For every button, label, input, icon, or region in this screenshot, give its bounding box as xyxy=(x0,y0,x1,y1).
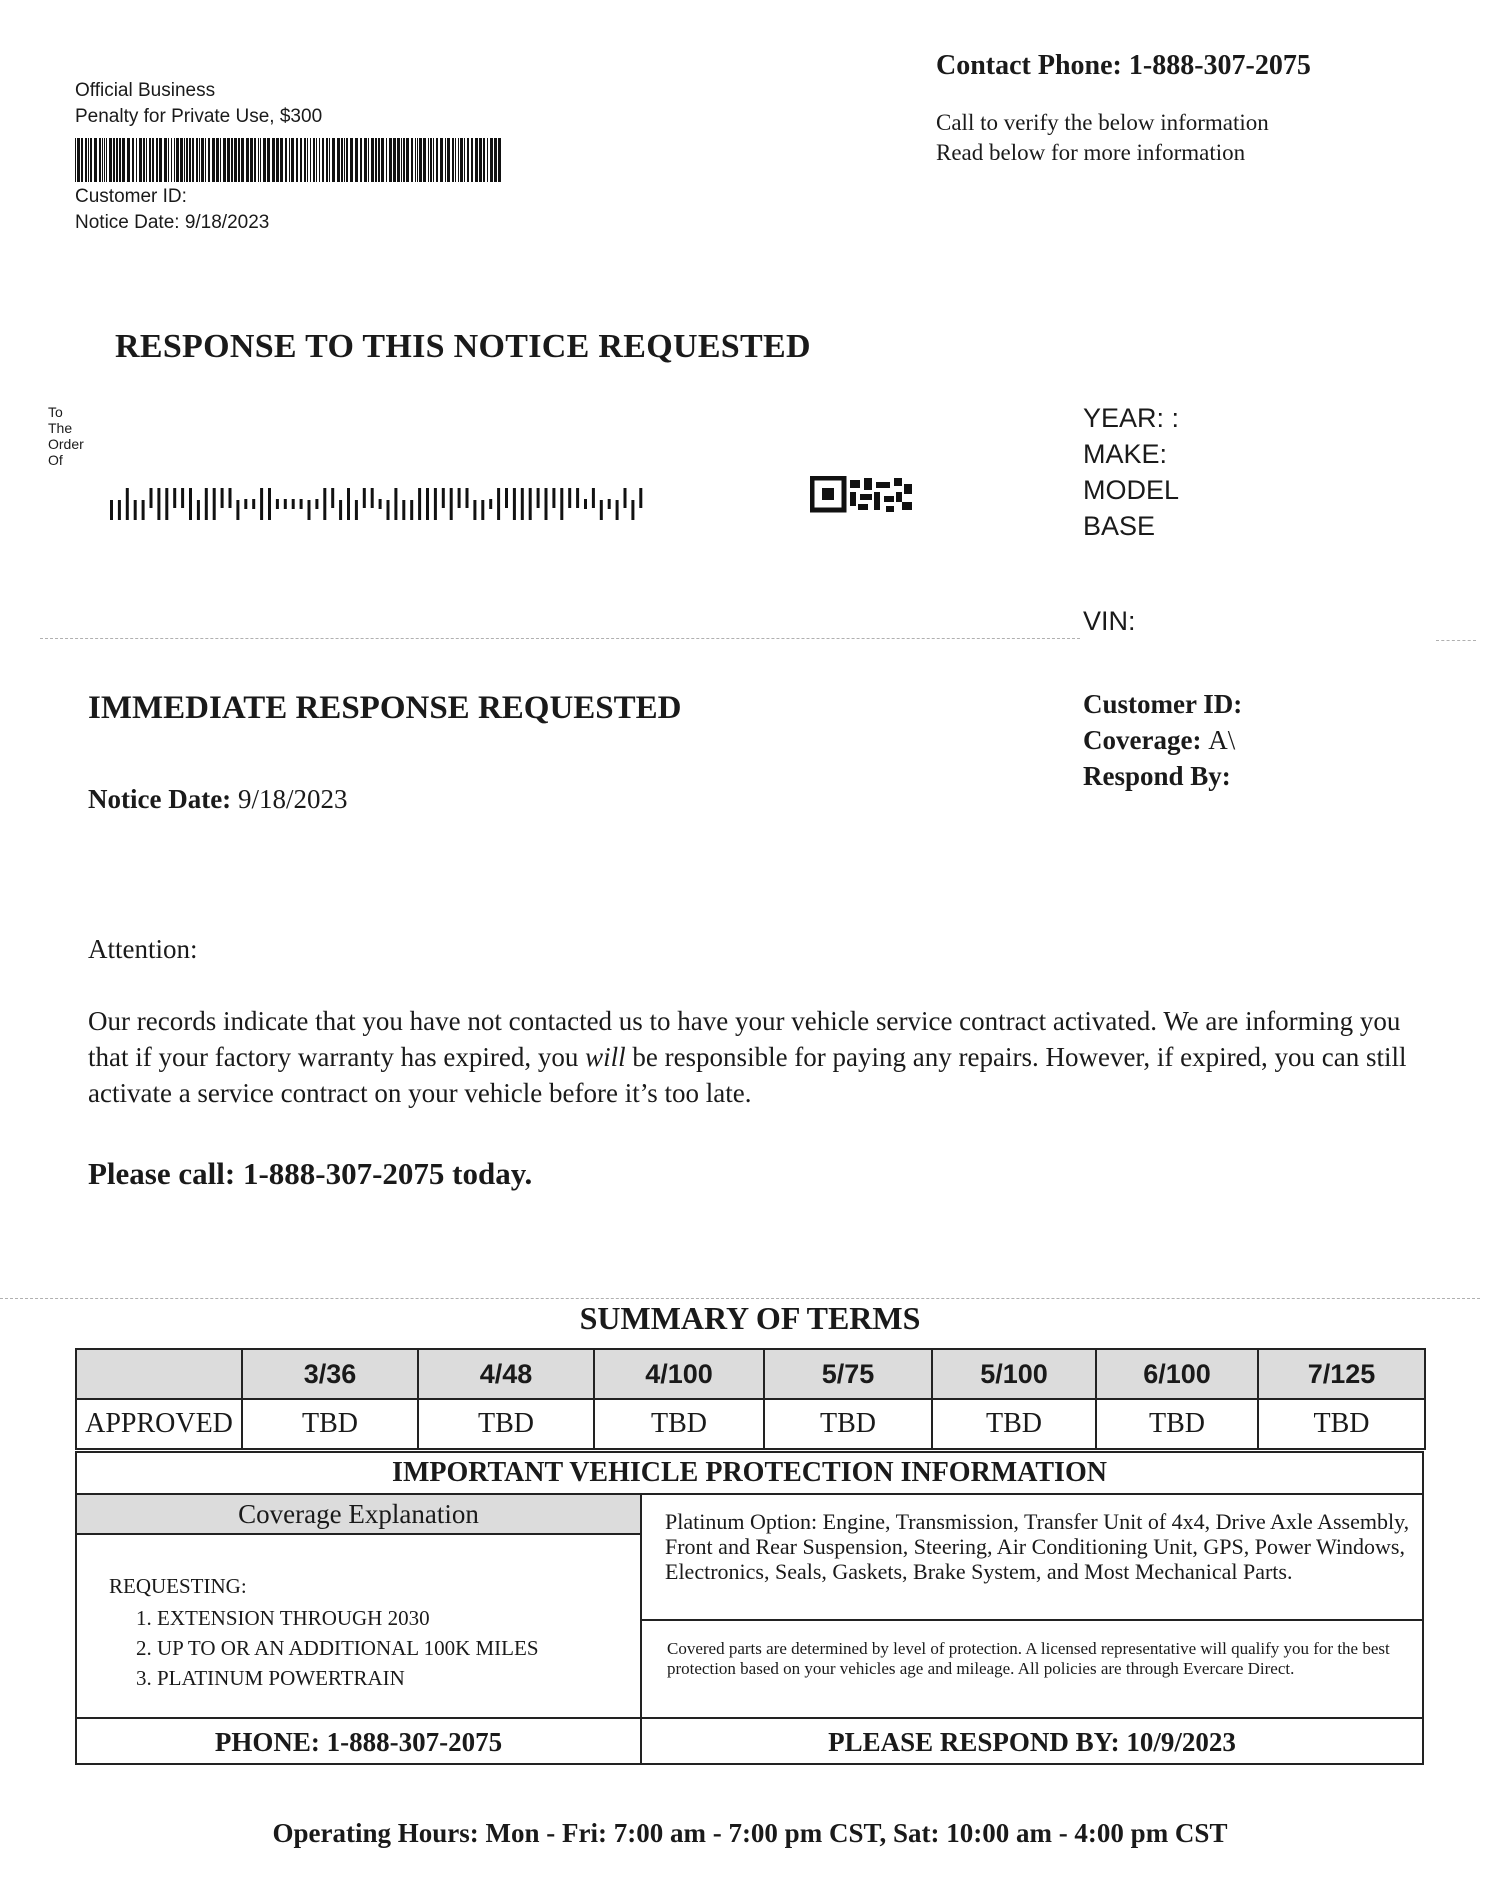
barcode-bar xyxy=(389,138,392,182)
barcode-bar xyxy=(220,138,221,182)
order-label-to: To xyxy=(48,404,63,420)
coverage-line xyxy=(1083,722,1242,758)
barcode-bar xyxy=(146,138,147,182)
barcode-bar xyxy=(258,138,259,182)
postal-barcode-bar xyxy=(110,500,113,520)
response-heading: RESPONSE TO THIS NOTICE REQUESTED xyxy=(115,328,811,365)
barcode-bar xyxy=(119,138,121,182)
right-middle-rule xyxy=(642,1619,1422,1621)
vehicle-vin: VIN: xyxy=(1083,606,1136,636)
terms-table xyxy=(75,1348,1426,1450)
barcode-bar xyxy=(307,138,308,182)
postal-barcode-bar xyxy=(363,488,366,508)
barcode-bar xyxy=(159,138,162,182)
request-list xyxy=(109,1603,539,1693)
barcode-bar xyxy=(122,138,125,182)
barcode-bar xyxy=(205,138,206,182)
barcode-bar xyxy=(227,138,230,182)
postal-barcode-bar xyxy=(387,500,390,520)
postal-barcode-bar xyxy=(529,488,532,520)
barcode-bar xyxy=(296,138,298,182)
read-line: Read below for more information xyxy=(936,140,1246,165)
postal-barcode-bar xyxy=(181,488,184,508)
term-header: 7/125 xyxy=(1258,1349,1425,1399)
verify-line: Call to verify the below information xyxy=(936,110,1269,135)
postal-barcode-bar xyxy=(513,488,516,520)
barcode-bar xyxy=(479,138,482,182)
barcode-bar xyxy=(433,138,434,182)
postal-barcode-bar xyxy=(505,488,508,508)
notice-date-label: Notice Date: xyxy=(88,784,232,814)
postal-barcode-bar xyxy=(276,499,279,509)
barcode-bar xyxy=(174,138,175,182)
coverage-label: Coverage: xyxy=(1083,725,1202,755)
barcode-bar xyxy=(254,138,256,182)
barcode-bar xyxy=(423,138,426,182)
term-header: 6/100 xyxy=(1096,1349,1258,1399)
fold-line-upper-right xyxy=(1436,640,1476,641)
barcode-bar xyxy=(490,138,493,182)
postal-barcode-bar xyxy=(142,500,145,520)
barcode-bar xyxy=(136,138,137,182)
barcode-bar xyxy=(313,138,315,182)
barcode-bar xyxy=(378,138,380,182)
postal-barcode-bar xyxy=(379,499,382,509)
order-label-order: Order xyxy=(48,436,84,452)
notice-date-value: 9/18/2023 xyxy=(237,784,348,814)
barcode-bar xyxy=(452,138,454,182)
postal-barcode-bar xyxy=(229,488,232,508)
barcode-bar xyxy=(127,138,130,182)
barcode-bar xyxy=(415,138,416,182)
postal-barcode-bar xyxy=(410,500,413,520)
postal-barcode-bar xyxy=(394,488,397,520)
barcode-bar xyxy=(304,138,306,182)
barcode-bar xyxy=(310,138,311,182)
term-header: 4/48 xyxy=(418,1349,594,1399)
postal-barcode-bar xyxy=(600,500,603,520)
postal-barcode-bar xyxy=(252,499,255,509)
barcode-bar xyxy=(344,138,345,182)
barcode-bar xyxy=(417,138,418,182)
barcode-bar xyxy=(99,138,101,182)
barcode-bar xyxy=(289,138,290,182)
barcode-bar xyxy=(267,138,270,182)
barcode-bar xyxy=(350,138,353,182)
coverage-value: A\ xyxy=(1208,725,1236,755)
barcode-bar xyxy=(464,138,465,182)
mail-barcode xyxy=(75,138,503,182)
postal-barcode-bar xyxy=(331,488,334,508)
barcode-bar xyxy=(104,138,105,182)
barcode-bar xyxy=(487,138,488,182)
left-bottom-rule xyxy=(77,1717,640,1719)
postal-barcode-bar xyxy=(323,488,326,520)
barcode-bar xyxy=(196,138,198,182)
barcode-bar xyxy=(368,138,369,182)
order-label-the: The xyxy=(48,420,73,436)
term-header: 3/36 xyxy=(242,1349,418,1399)
postal-barcode-bar xyxy=(560,488,563,520)
barcode-bar xyxy=(168,138,169,182)
body-text-start: Our records indicate that you have not contacted us to have your vehicle service contract activated. We are informing you that if your factory warranty has expired, you xyxy=(88,1006,1401,1072)
requesting-block xyxy=(109,1571,539,1693)
barcode-bar xyxy=(455,138,456,182)
barcode-bar xyxy=(90,138,92,182)
barcode-bar xyxy=(106,138,107,182)
barcode-bar xyxy=(88,138,89,182)
postal-barcode-bar xyxy=(284,499,287,509)
postal-barcode-bar xyxy=(150,488,153,508)
postal-barcode-bar xyxy=(568,488,571,508)
postal-barcode-bar xyxy=(371,488,374,508)
barcode-bar xyxy=(371,138,374,182)
postal-barcode-bar xyxy=(347,488,350,520)
attention-label: Attention: xyxy=(88,934,198,964)
barcode-bar xyxy=(113,138,115,182)
term-header: 4/100 xyxy=(594,1349,764,1399)
barcode-bar xyxy=(246,138,249,182)
covered-parts-text: Covered parts are determined by level of protection. A licensed representative will qualify you for the best protection based on your vehicles age and mileage. All policies are through Evercare Direct. xyxy=(667,1639,1390,1678)
barcode-bar xyxy=(393,138,396,182)
postal-barcode-bar xyxy=(221,488,224,508)
vehicle-info xyxy=(1083,400,1179,544)
barcode-bar xyxy=(341,138,343,182)
barcode-bar xyxy=(152,138,154,182)
barcode-bar xyxy=(238,138,240,182)
barcode-bar xyxy=(81,138,83,182)
postal-barcode-bar xyxy=(118,500,121,520)
postal-barcode-bar xyxy=(300,499,303,509)
protection-title: IMPORTANT VEHICLE PROTECTION INFORMATION xyxy=(77,1453,1422,1495)
term-value: TBD xyxy=(932,1399,1096,1449)
barcode-bar xyxy=(483,138,485,182)
barcode-bar xyxy=(186,138,188,182)
barcode-bar xyxy=(234,138,237,182)
terms-value-row xyxy=(76,1399,1425,1449)
postal-barcode-bar xyxy=(639,488,642,508)
order-label-of: Of xyxy=(48,452,63,468)
barcode-bar xyxy=(411,138,413,182)
sender-ids xyxy=(75,184,269,236)
barcode-bar xyxy=(403,138,405,182)
barcode-bar xyxy=(381,138,384,182)
barcode-bar xyxy=(85,138,87,182)
sender-customer-id: Customer ID: xyxy=(75,186,187,207)
barcode-bar xyxy=(250,138,253,182)
barcode-bar xyxy=(109,138,112,182)
barcode-bar xyxy=(180,138,183,182)
postal-barcode-bar xyxy=(402,500,405,520)
postal-barcode-bar xyxy=(197,500,200,520)
barcode-bar xyxy=(102,138,103,182)
approved-label: APPROVED xyxy=(76,1399,242,1449)
barcode-bar xyxy=(458,138,459,182)
postal-barcode-bar xyxy=(497,488,500,520)
postal-barcode-bar xyxy=(308,500,311,520)
postal-barcode-bar xyxy=(458,488,461,508)
term-header: 5/75 xyxy=(764,1349,932,1399)
barcode-bar xyxy=(189,138,191,182)
barcode-bar xyxy=(471,138,473,182)
term-value: TBD xyxy=(594,1399,764,1449)
barcode-bar xyxy=(280,138,283,182)
please-call-line: Please call: 1-888-307-2075 today. xyxy=(88,1156,533,1191)
notice-date xyxy=(88,784,347,815)
barcode-bar xyxy=(201,138,204,182)
barcode-bar xyxy=(322,138,324,182)
barcode-bar xyxy=(132,138,134,182)
barcode-bar xyxy=(285,138,287,182)
barcode-bar xyxy=(272,138,275,182)
barcode-bar xyxy=(164,138,167,182)
barcode-bar xyxy=(375,138,377,182)
postal-barcode-bar xyxy=(134,500,137,520)
postal-barcode-bar xyxy=(165,488,168,520)
request-item: 1. EXTENSION THROUGH 2030 xyxy=(157,1603,539,1633)
term-value: TBD xyxy=(1096,1399,1258,1449)
vehicle-make: MAKE: xyxy=(1083,439,1168,469)
postal-barcode-bar xyxy=(173,488,176,508)
postal-barcode-bar xyxy=(592,488,595,508)
summary-title: SUMMARY OF TERMS xyxy=(579,1300,921,1336)
barcode-bar xyxy=(386,138,387,182)
barcode-bar xyxy=(260,138,261,182)
barcode-bar xyxy=(77,138,80,182)
barcode-bar xyxy=(494,138,497,182)
sender-block xyxy=(75,78,322,130)
barcode-bar xyxy=(116,138,118,182)
immediate-heading: IMMEDIATE RESPONSE REQUESTED xyxy=(88,690,682,726)
barcode-bar xyxy=(241,138,244,182)
barcode-bar xyxy=(143,138,145,182)
postal-barcode-bar xyxy=(473,500,476,520)
postal-barcode-bar xyxy=(489,499,492,509)
term-value: TBD xyxy=(418,1399,594,1449)
term-value: TBD xyxy=(242,1399,418,1449)
barcode-bar xyxy=(276,138,279,182)
postal-barcode-bar xyxy=(355,500,358,520)
barcode-bar xyxy=(192,138,194,182)
barcode-bar xyxy=(364,138,367,182)
requesting-label: REQUESTING: xyxy=(109,1574,247,1598)
fold-line-lower xyxy=(0,1298,1480,1299)
postal-barcode-bar xyxy=(315,499,318,509)
postal-barcode-bar xyxy=(631,500,634,520)
contact-block xyxy=(936,50,1311,168)
barcode-bar xyxy=(319,138,320,182)
term-value: TBD xyxy=(1258,1399,1425,1449)
barcode-bar xyxy=(156,138,158,182)
body-paragraph xyxy=(88,1003,1418,1111)
protection-info-box xyxy=(75,1451,1424,1765)
barcode-bar xyxy=(223,138,226,182)
postal-barcode-bar xyxy=(616,500,619,520)
qr-code-icon xyxy=(810,476,914,514)
barcode-bar xyxy=(346,138,348,182)
operating-hours: Operating Hours: Mon - Fri: 7:00 am - 7:00 pm CST, Sat: 10:00 am - 4:00 pm CST xyxy=(272,1818,1228,1848)
barcode-bar xyxy=(440,138,443,182)
body-text-emphasis: will xyxy=(585,1042,626,1072)
barcode-bar xyxy=(360,138,362,182)
vehicle-year: YEAR: : xyxy=(1083,403,1180,433)
respond-by-footer: PLEASE RESPOND BY: 10/9/2023 xyxy=(828,1727,1236,1757)
postal-barcode-bar xyxy=(537,488,540,508)
barcode-bar xyxy=(139,138,142,182)
vehicle-base: BASE xyxy=(1083,511,1156,541)
platinum-option-text: Platinum Option: Engine, Transmission, Transfer Unit of 4x4, Drive Axle Assembly, Front and Rear Suspension, Steering, Air Conditioning Unit, GPS, Power Windows, Electronics, Seals, Gaskets, Brake System, and Most Mechanical Parts. xyxy=(665,1509,1410,1584)
request-item: 2. UP TO OR AN ADDITIONAL 100K MILES xyxy=(157,1633,539,1663)
coverage-explanation-header: Coverage Explanation xyxy=(77,1495,640,1535)
barcode-bar xyxy=(208,138,210,182)
postal-barcode-bar xyxy=(426,488,429,520)
postal-barcode-bar xyxy=(236,500,239,520)
barcode-bar xyxy=(199,138,200,182)
barcode-bar xyxy=(406,138,409,182)
body-text-end: be responsible for paying any repairs. However, if expired, you can still activate a service contract on your vehicle before it’s too late. xyxy=(88,1042,1407,1108)
barcode-bar xyxy=(216,138,219,182)
barcode-bar xyxy=(149,138,151,182)
barcode-bar xyxy=(263,138,266,182)
postal-barcode-bar xyxy=(481,500,484,520)
postal-barcode-bar xyxy=(521,488,524,520)
barcode-bar xyxy=(326,138,328,182)
request-item: 3. PLATINUM POWERTRAIN xyxy=(157,1663,539,1693)
terms-header-blank xyxy=(76,1349,242,1399)
sender-notice-date: Notice Date: 9/18/2023 xyxy=(75,212,270,233)
barcode-bar xyxy=(430,138,432,182)
barcode-bar xyxy=(75,138,76,182)
barcode-bar xyxy=(475,138,478,182)
barcode-bar xyxy=(401,138,402,182)
barcode-bar xyxy=(316,138,317,182)
barcode-bar xyxy=(467,138,469,182)
barcode-bar xyxy=(231,138,233,182)
official-business-line: Official Business xyxy=(75,80,216,101)
postal-barcode-bar xyxy=(292,499,295,509)
postal-barcode-bar xyxy=(576,488,579,508)
barcode-bar xyxy=(498,138,501,182)
barcode-bar xyxy=(397,138,400,182)
postal-barcode-bar xyxy=(418,488,421,520)
phone-footer: PHONE: 1-888-307-2075 xyxy=(214,1727,503,1757)
postal-barcode-bar xyxy=(268,488,271,520)
right-bottom-rule xyxy=(642,1717,1422,1719)
postal-barcode-bar xyxy=(339,500,342,520)
barcode-bar xyxy=(355,138,358,182)
contact-phone: Contact Phone: 1-888-307-2075 xyxy=(936,50,1311,81)
barcode-bar xyxy=(436,138,438,182)
postal-barcode-bar xyxy=(552,488,555,508)
postal-barcode xyxy=(110,488,650,520)
barcode-bar xyxy=(94,138,97,182)
order-of-label xyxy=(48,404,84,468)
postal-barcode-bar xyxy=(584,499,587,509)
barcode-bar xyxy=(419,138,422,182)
postal-barcode-bar xyxy=(608,499,611,509)
postal-barcode-bar xyxy=(126,488,129,520)
barcode-bar xyxy=(184,138,185,182)
terms-header-row xyxy=(76,1349,1425,1399)
postal-barcode-bar xyxy=(244,499,247,509)
barcode-bar xyxy=(212,138,215,182)
postal-barcode-bar xyxy=(466,488,469,508)
respond-by-label: Respond By: xyxy=(1083,761,1231,791)
postal-barcode-bar xyxy=(442,488,445,508)
fold-line-upper xyxy=(40,638,1080,639)
barcode-bar xyxy=(445,138,446,182)
postal-barcode-bar xyxy=(434,488,437,520)
barcode-bar xyxy=(332,138,335,182)
barcode-bar xyxy=(447,138,450,182)
term-header: 5/100 xyxy=(932,1349,1096,1399)
barcode-bar xyxy=(171,138,172,182)
term-value: TBD xyxy=(764,1399,932,1449)
barcode-bar xyxy=(428,138,429,182)
customer-id-label: Customer ID: xyxy=(1083,689,1243,719)
penalty-line: Penalty for Private Use, $300 xyxy=(75,106,323,127)
barcode-bar xyxy=(337,138,340,182)
postal-barcode-bar xyxy=(205,488,208,520)
postal-barcode-bar xyxy=(213,488,216,520)
barcode-bar xyxy=(176,138,179,182)
postal-barcode-bar xyxy=(450,488,453,520)
contact-instructions xyxy=(936,108,1311,168)
customer-block xyxy=(1083,686,1242,794)
postal-barcode-bar xyxy=(189,488,192,520)
vehicle-model: MODEL xyxy=(1083,475,1180,505)
barcode-bar xyxy=(460,138,463,182)
postal-barcode-bar xyxy=(624,488,627,508)
postal-barcode-bar xyxy=(545,488,548,520)
barcode-bar xyxy=(329,138,330,182)
postal-barcode-bar xyxy=(260,488,263,520)
barcode-bar xyxy=(300,138,302,182)
postal-barcode-bar xyxy=(157,488,160,520)
barcode-bar xyxy=(291,138,294,182)
